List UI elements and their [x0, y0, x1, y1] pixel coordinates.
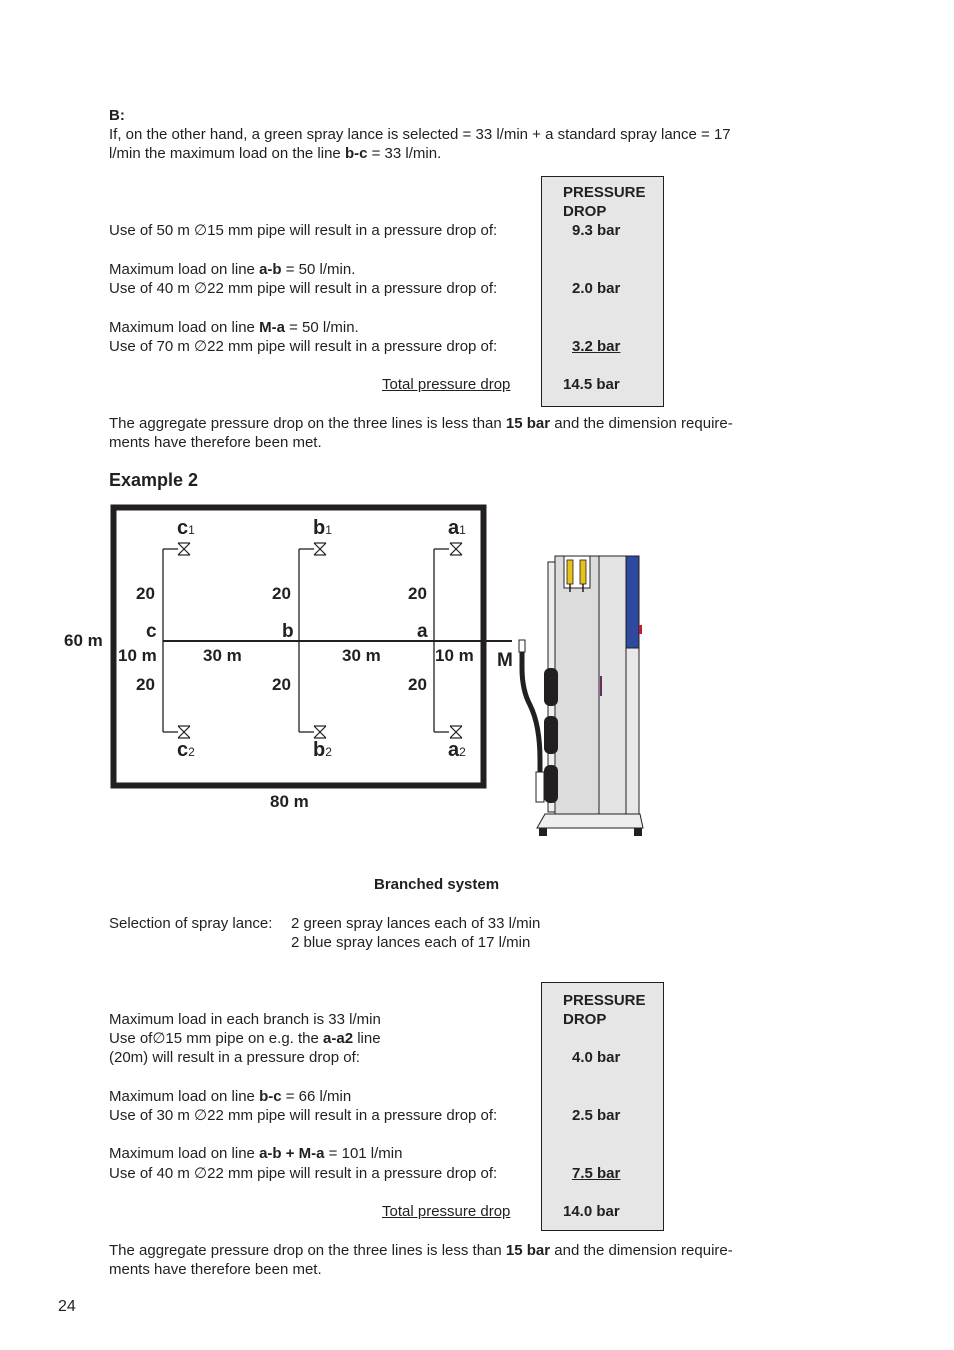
- pressure-drop-header: DROP: [563, 1011, 607, 1028]
- junction-label-b: b: [282, 621, 294, 642]
- unit-blue-panel: [626, 556, 639, 648]
- room-height-label: 60 m: [64, 631, 103, 650]
- text-run: line: [353, 1030, 381, 1047]
- line-id: a-b: [259, 261, 282, 278]
- table1-total-value: 14.5 bar: [563, 376, 620, 393]
- table2-total-label: Total pressure drop: [382, 1203, 511, 1220]
- valve-icon: [314, 543, 326, 555]
- unit-side: [626, 648, 639, 814]
- branch-length-label: 20: [272, 675, 291, 694]
- table2-row3-load: [109, 1144, 402, 1163]
- pump-unit-illustration: [519, 556, 643, 836]
- table2-row2-text: Use of 30 m ∅22 mm pipe will result in a pressure drop of:: [109, 1107, 498, 1124]
- outlet-label-b1: b1: [313, 517, 332, 539]
- selection-item: 2 blue spray lances each of 17 l/min: [291, 934, 531, 951]
- text-run: = 66 l/min: [281, 1088, 352, 1105]
- table2-row1-value: 4.0 bar: [572, 1049, 621, 1066]
- table1-row2-value: 2.0 bar: [572, 280, 621, 297]
- pressure-drop-header: DROP: [563, 203, 607, 220]
- text-run: = 50 l/min.: [281, 261, 356, 278]
- table1-row2-load: [109, 260, 355, 279]
- table1-row3-value: 3.2 bar: [572, 338, 621, 355]
- valve-icon: [567, 560, 573, 584]
- text-run: and the dimension require-: [550, 415, 733, 432]
- table2-total-value: 14.0 bar: [563, 1203, 620, 1220]
- valve-icon: [314, 726, 326, 738]
- text-run: Use of∅15 mm pipe on e.g. the: [109, 1030, 324, 1047]
- text-run: = 50 l/min.: [284, 319, 359, 336]
- outlet-label-a2: a2: [448, 739, 466, 761]
- table2-row3-text: Use of 40 m ∅22 mm pipe will result in a pressure drop of:: [109, 1165, 498, 1182]
- selection-label: Selection of spray lance:: [109, 915, 273, 932]
- text-run: Maximum load on line: [109, 261, 260, 278]
- example2-heading: Example 2: [109, 470, 199, 490]
- section-b-line1: If, on the other hand, a green spray lance is selected = 33 l/min + a standard spray lance = 17: [109, 126, 731, 143]
- room-width-label: 80 m: [270, 792, 309, 811]
- wheel-block: [544, 765, 558, 803]
- outlet-label-c2: c2: [177, 739, 195, 761]
- table1-total-label: Total pressure drop: [382, 376, 511, 393]
- section-b-heading: B:: [109, 107, 125, 124]
- line-id: M-a: [259, 319, 285, 336]
- text-run: The aggregate pressure drop on the three lines is less than: [109, 415, 506, 432]
- unit-base: [537, 814, 643, 828]
- table1-row2-text: Use of 40 m ∅22 mm pipe will result in a pressure drop of:: [109, 280, 498, 297]
- wheel-block: [544, 716, 558, 754]
- foot: [539, 828, 547, 836]
- valve-icon: [450, 543, 462, 555]
- table2-row2-load: [109, 1087, 351, 1106]
- indicator-light: [639, 625, 642, 634]
- page-number: 24: [58, 1298, 76, 1315]
- segment-length-label: 30 m: [203, 646, 242, 665]
- text-run: Maximum load on line: [109, 1088, 260, 1105]
- conclusion1-line1: [109, 414, 733, 433]
- branch-length-label: 20: [136, 675, 155, 694]
- table2-row1-line3: (20m) will result in a pressure drop of:: [109, 1049, 360, 1066]
- text-run: 15 bar: [505, 415, 551, 432]
- table1-row3-load: [109, 318, 359, 337]
- segment-length-label: 10 m: [118, 646, 157, 665]
- text-run: 15 bar: [505, 1242, 551, 1259]
- branch-length-label: 20: [272, 584, 291, 603]
- unit-door: [599, 556, 626, 814]
- wheel-block: [544, 668, 558, 706]
- valve-icon: [450, 726, 462, 738]
- table1-row3-text: Use of 70 m ∅22 mm pipe will result in a pressure drop of:: [109, 338, 498, 355]
- text-run: = 101 l/min: [324, 1145, 403, 1162]
- text-run: Maximum load on line: [109, 1145, 260, 1162]
- hose-coupling: [519, 640, 525, 652]
- branched-system-diagram: [0, 495, 954, 855]
- table2-row1-line1: Maximum load in each branch is 33 l/min: [109, 1011, 381, 1028]
- text-run: Maximum load on line: [109, 319, 260, 336]
- text-run: l/min the maximum load on the line: [109, 145, 345, 162]
- line-id: a-b + M-a: [259, 1145, 325, 1162]
- text-run: The aggregate pressure drop on the three lines is less than: [109, 1242, 506, 1259]
- outlet-label-c1: c1: [177, 517, 195, 539]
- pressure-drop-header: PRESSURE: [563, 184, 646, 201]
- junction-label-c: c: [146, 621, 157, 642]
- segment-length-label: 10 m: [435, 646, 474, 665]
- outlet-label-a1: a1: [448, 517, 466, 539]
- segment-length-label: 30 m: [342, 646, 381, 665]
- text-run: and the dimension require-: [550, 1242, 733, 1259]
- table2-row1-line2: [109, 1029, 381, 1048]
- conclusion1-line2: ments have therefore been met.: [109, 434, 322, 451]
- table1-row1-value: 9.3 bar: [572, 222, 621, 239]
- branch-length-label: 20: [136, 584, 155, 603]
- table2-row3-value: 7.5 bar: [572, 1165, 621, 1182]
- line-id: b-c: [344, 145, 368, 162]
- branch-length-label: 20: [408, 675, 427, 694]
- valve-icon: [178, 543, 190, 555]
- selection-item: 2 green spray lances each of 33 l/min: [291, 915, 541, 932]
- text-run: = 33 l/min.: [367, 145, 442, 162]
- diagram-caption: Branched system: [374, 876, 500, 893]
- valve-icon: [580, 560, 586, 584]
- branch-length-label: 20: [408, 584, 427, 603]
- foot: [634, 828, 642, 836]
- line-id: b-c: [259, 1088, 282, 1105]
- section-b-line2: [109, 144, 441, 163]
- conclusion2-line1: [109, 1241, 733, 1260]
- table2-row2-value: 2.5 bar: [572, 1107, 621, 1124]
- outlet-label-b2: b2: [313, 739, 332, 761]
- junction-label-m: M: [497, 650, 513, 671]
- hose-end: [536, 772, 544, 802]
- junction-label-a: a: [417, 621, 428, 642]
- conclusion2-line2: ments have therefore been met.: [109, 1261, 322, 1278]
- pressure-drop-header: PRESSURE: [563, 992, 646, 1009]
- line-id: a-a2: [323, 1030, 354, 1047]
- table1-row1-text: Use of 50 m ∅15 mm pipe will result in a pressure drop of:: [109, 222, 498, 239]
- valve-icon: [178, 726, 190, 738]
